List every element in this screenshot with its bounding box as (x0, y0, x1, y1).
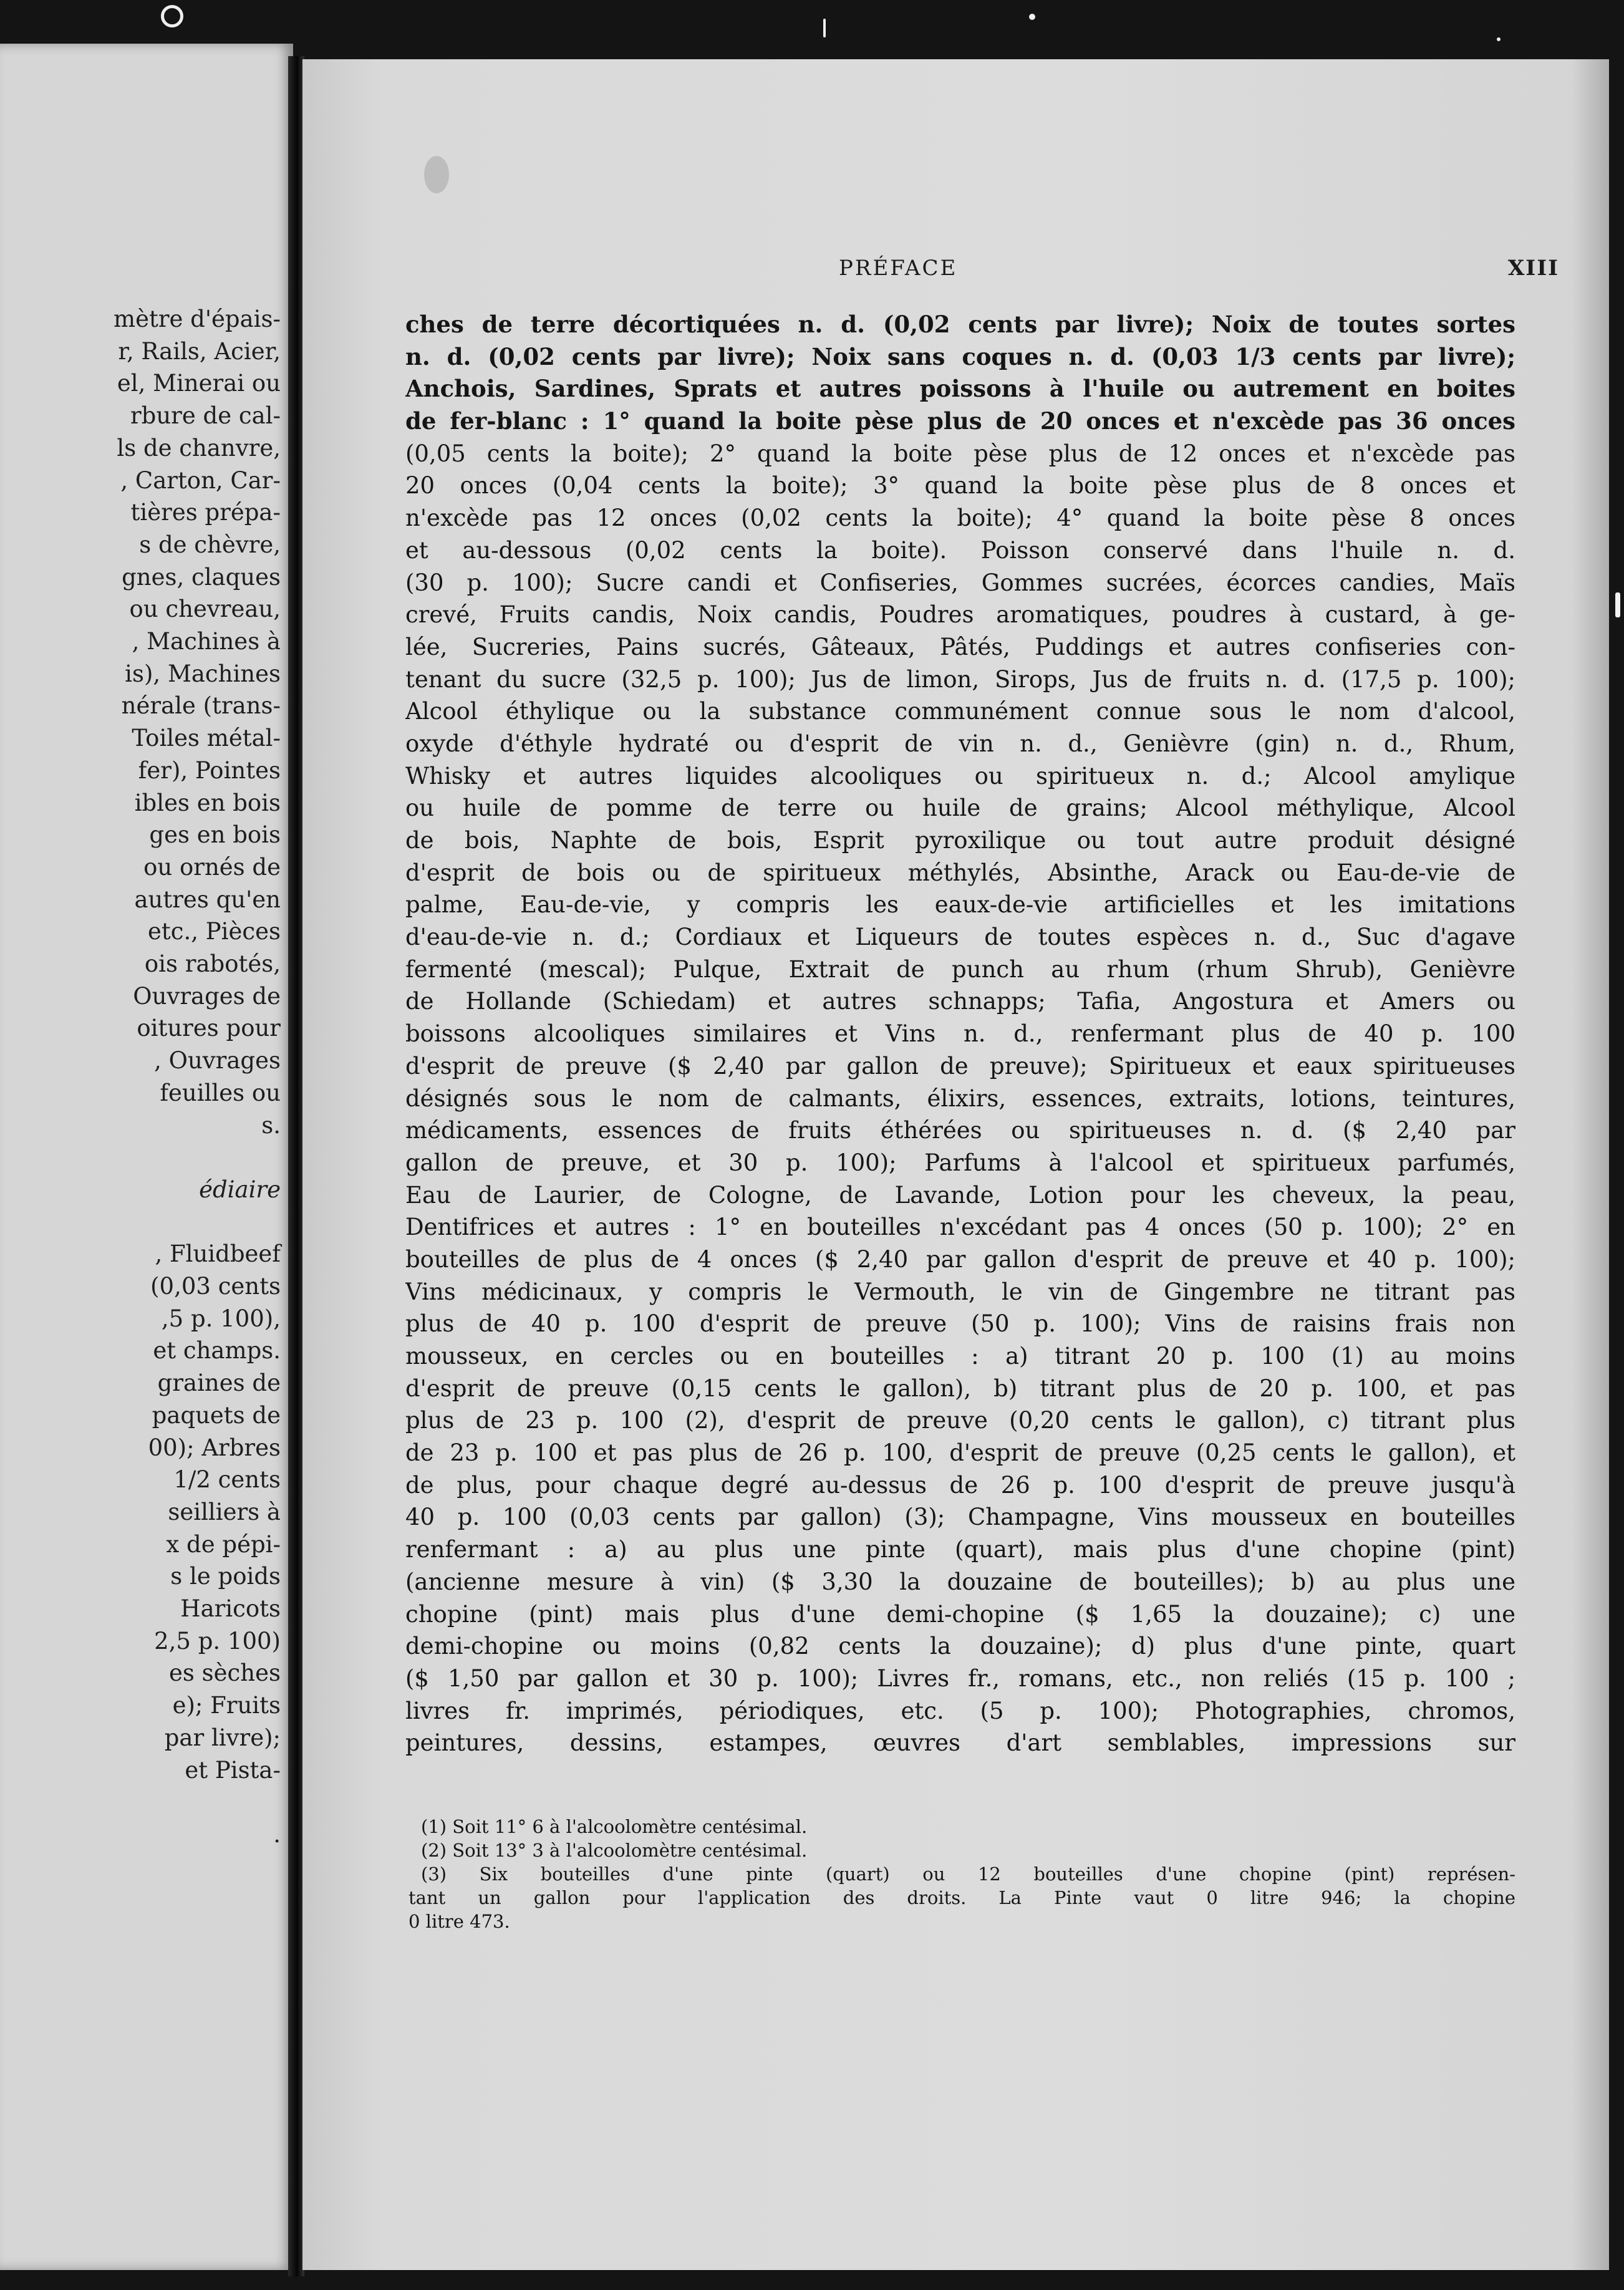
left-page-line-text: , Ouvrages (154, 1047, 281, 1075)
left-page-line (0, 660, 293, 687)
body-line: Anchois, Sardines, Sprats et autres poissons à l'huile ou autrement en boites (405, 375, 1515, 403)
left-page-line (0, 757, 293, 784)
body-line: tenant du sucre (32,5 p. 100); Jus de limon, Sirops, Jus de fruits n. d. (17,5 p. 100); (405, 665, 1515, 693)
footnotes (408, 1815, 1515, 1933)
left-page-line-text: s de chèvre, (139, 531, 281, 558)
body-line: renfermant : a) au plus une pinte (quart), mais plus d'une chopine (pint) (405, 1536, 1515, 1563)
scan-speck (1497, 37, 1501, 41)
header-title: PRÉFACE (839, 256, 958, 281)
left-page-line (0, 1305, 293, 1332)
body-line: n. d. (0,02 cents par livre); Noix sans coques n. d. (0,03 1/3 cents par livre); (405, 342, 1515, 370)
body-line: de bois, Naphte de bois, Esprit pyroxilique ou tout autre produit désigné (405, 827, 1515, 854)
left-page-line-text: rbure de cal- (130, 402, 281, 430)
left-page-line-text: graines de (157, 1370, 281, 1397)
left-page-line (0, 918, 293, 945)
left-page-line-text: mètre d'épais- (113, 306, 281, 332)
body-line: et au-dessous (0,02 cents la boite). Poisson conservé dans l'huile n. d. (405, 536, 1515, 564)
body-line: n'excède pas 12 onces (0,02 cents la boite); 4° quand la boite pèse 8 onces (405, 505, 1515, 532)
left-page-line-text: el, Minerai ou (117, 370, 281, 397)
body-line: Whisky et autres liquides alcooliques ou spiritueux n. d.; Alcool amylique (405, 762, 1515, 790)
left-page-line-text: r, Rails, Acier, (118, 337, 281, 365)
body-line: boissons alcooliques similaires et Vins n. d., renfermant plus de 40 p. 100 (405, 1020, 1515, 1048)
body-line: de 23 p. 100 et pas plus de 26 p. 100, d'esprit de preuve (0,25 cents le gallon), et (405, 1439, 1515, 1467)
body-line: 20 onces (0,04 cents la boite); 3° quand la boite pèse plus de 8 onces et (405, 472, 1515, 500)
body-line: d'esprit de bois ou de spiritueux méthylés, Absinthe, Arack ou Eau-de-vie de (405, 859, 1515, 886)
left-page-line-text: 2,5 p. 100) (154, 1627, 281, 1655)
left-page-line-text: is), Machines (125, 660, 281, 687)
body-line: 40 p. 100 (0,03 cents par gallon) (3); Champagne, Vins mousseux en bouteilles (405, 1504, 1515, 1531)
page-number: XIII (1507, 256, 1559, 281)
left-page-line (0, 1273, 293, 1300)
footnote-line: (3) Six bouteilles d'une pinte (quart) ou 12 bouteilles d'une chopine (pint) représen- (421, 1863, 1515, 1885)
left-page-line (0, 628, 293, 655)
left-page-line-text: tières prépa- (130, 499, 281, 526)
left-page-line-text: s. (261, 1111, 281, 1139)
body-line: livres fr. imprimés, périodiques, etc. (5 p. 100); Photographies, chromos, (405, 1697, 1515, 1724)
left-page-line (0, 1466, 293, 1493)
left-page-line-text: ,5 p. 100), (161, 1305, 281, 1332)
left-page-line-text: ibles en bois (134, 789, 281, 816)
left-page-line (0, 596, 293, 622)
left-page-line (0, 950, 293, 977)
page-fold-shadow (1572, 59, 1609, 2270)
left-page-line (0, 1724, 293, 1751)
left-page-line (0, 886, 293, 913)
left-page-line-text: et Pista- (185, 1756, 281, 1784)
left-page-line (0, 1240, 293, 1267)
left-page-line-text: 1/2 cents (173, 1466, 281, 1494)
left-page-line-text: . (273, 1820, 281, 1848)
body-line: de fer-blanc : 1° quand la boite pèse plus de 20 onces et n'excède pas 36 onces (405, 407, 1515, 435)
body-line: plus de 23 p. 100 (2), d'esprit de preuve (0,20 cents le gallon), c) titrant plus (405, 1407, 1515, 1434)
scan-speck (424, 156, 449, 193)
left-page-line-text: par livre); (164, 1724, 281, 1751)
left-page (0, 44, 293, 2270)
left-page-line-text: etc., Pièces (147, 918, 281, 945)
left-page-line (0, 725, 293, 751)
body-line: ches de terre décortiquées n. d. (0,02 cents par livre); Noix de toutes sortes (405, 311, 1515, 338)
left-page-line-text: ou chevreau, (129, 596, 281, 623)
scan-speck (161, 5, 183, 27)
left-page-line (0, 531, 293, 558)
left-page-line (0, 790, 293, 816)
footnote-line: tant un gallon pour l'application des droits. La Pinte vaut 0 litre 946; la chopine (408, 1887, 1515, 1908)
body-line: (0,05 cents la boite); 2° quand la boite pèse plus de 12 onces et n'excède pas (405, 440, 1515, 467)
body-line: médicaments, essences de fruits éthérées ou spiritueuses n. d. ($ 2,40 par (405, 1117, 1515, 1144)
left-page-line (0, 1531, 293, 1558)
body-line: ou huile de pomme de terre ou huile de grains; Alcool méthylique, Alcool (405, 795, 1515, 822)
running-header (302, 256, 1609, 293)
left-page-line-text: gnes, claques (122, 563, 281, 591)
left-page-line (0, 1692, 293, 1719)
scan-speck (1615, 592, 1620, 617)
body-line: (ancienne mesure à vin) ($ 3,30 la douzaine de bouteilles); b) au plus une (405, 1568, 1515, 1595)
left-page-line (0, 1563, 293, 1590)
body-line: peintures, dessins, estampes, œuvres d'art semblables, impressions sur (405, 1729, 1515, 1757)
left-page-line (0, 1402, 293, 1429)
left-page-line (0, 1821, 293, 1848)
left-page-line-text: 00); Arbres (148, 1434, 281, 1461)
body-line: Dentifrices et autres : 1° en bouteilles n'excédant pas 4 onces (50 p. 100); 2° en (405, 1214, 1515, 1241)
left-page-line-text: ois rabotés, (144, 950, 281, 977)
left-page-line-text: nérale (trans- (121, 692, 281, 720)
left-page-line-text: autres qu'en (134, 886, 281, 913)
body-line: oxyde d'éthyle hydraté ou d'esprit de vin n. d., Genièvre (gin) n. d., Rhum, (405, 730, 1515, 757)
body-line: Eau de Laurier, de Cologne, de Lavande, Lotion pour les cheveux, la peau, (405, 1181, 1515, 1209)
body-line: de plus, pour chaque degré au-dessus de 26 p. 100 d'esprit de preuve jusqu'à (405, 1471, 1515, 1499)
left-page-line (0, 854, 293, 881)
footnote-line: (1) Soit 11° 6 à l'alcoolomètre centésimal. (421, 1816, 808, 1837)
left-page-line-text: x de pépi- (166, 1530, 281, 1558)
body-line: lée, Sucreries, Pains sucrés, Gâteaux, Pâtés, Puddings et autres confiseries con- (405, 633, 1515, 660)
left-page-line (0, 370, 293, 397)
left-page-line-text: ls de chanvre, (117, 434, 281, 461)
footnote-line: (2) Soit 13° 3 à l'alcoolomètre centésimal. (421, 1840, 808, 1861)
left-page-line (0, 1628, 293, 1655)
left-page-line (0, 1370, 293, 1396)
left-page-line (0, 1015, 293, 1041)
body-line: Vins médicinaux, y compris le Vermouth, le vin de Gingembre ne titrant pas (405, 1278, 1515, 1305)
left-page-line-text: feuilles ou (160, 1079, 281, 1106)
left-page-line (0, 1434, 293, 1461)
body-line: crevé, Fruits candis, Noix candis, Poudres aromatiques, poudres à custard, à ge- (405, 601, 1515, 629)
body-line: fermenté (mescal); Pulque, Extrait de punch au rhum (rhum Shrub), Genièvre (405, 955, 1515, 983)
left-page-line-text: édiaire (199, 1176, 281, 1203)
left-page-line-text: ou ornés de (143, 853, 281, 881)
left-page-line (0, 499, 293, 526)
left-page-line (0, 564, 293, 591)
left-page-line (0, 1080, 293, 1106)
left-page-line-text: (0,03 cents (150, 1273, 281, 1300)
left-page-line (0, 1595, 293, 1622)
scan-speck (823, 19, 826, 37)
left-page-line-text: , Carton, Car- (120, 466, 281, 494)
left-page-line (0, 1660, 293, 1686)
body-line: ($ 1,50 par gallon et 30 p. 100); Livres fr., romans, etc., non reliés (15 p. 100 ; (405, 1664, 1515, 1692)
left-page-line (0, 1047, 293, 1074)
scan-speck (1029, 14, 1035, 20)
left-page-line (0, 467, 293, 494)
footnote-line: 0 litre 473. (408, 1911, 510, 1932)
body-line: d'esprit de preuve (0,15 cents le gallon), b) titrant plus de 20 p. 100, et pas (405, 1374, 1515, 1402)
body-line: chopine (pint) mais plus d'une demi-chopine ($ 1,65 la douzaine); c) une (405, 1600, 1515, 1628)
body-line: (30 p. 100); Sucre candi et Confiseries, Gommes sucrées, écorces candies, Maïs (405, 569, 1515, 596)
left-page-line (0, 1176, 293, 1203)
body-line: mousseux, en cercles ou en bouteilles : a) titrant 20 p. 100 (1) au moins (405, 1343, 1515, 1370)
left-page-line (0, 692, 293, 719)
left-page-line-text: seilliers à (168, 1498, 281, 1525)
right-page (302, 59, 1609, 2270)
left-page-line (0, 821, 293, 848)
left-page-line-text: e); Fruits (172, 1692, 281, 1719)
left-page-line-text: oitures pour (137, 1015, 281, 1042)
left-page-line-text: Toiles métal- (132, 725, 281, 752)
left-page-line (0, 435, 293, 461)
left-page-line-text: paquets de (152, 1401, 281, 1429)
left-page-line-text: , Fluidbeef (155, 1240, 281, 1268)
left-page-line-text: Ouvrages de (133, 982, 281, 1010)
body-line: d'eau-de-vie n. d.; Cordiaux et Liqueurs de toutes espèces n. d., Suc d'agave (405, 924, 1515, 951)
body-line: gallon de preuve, et 30 p. 100); Parfums à l'alcool et spiritueux parfumés, (405, 1149, 1515, 1176)
left-page-line-text: et champs. (153, 1337, 281, 1365)
body-line: désignés sous le nom de calmants, élixirs, essences, extraits, lotions, teintures, (405, 1085, 1515, 1112)
left-page-line (0, 1337, 293, 1364)
left-page-line (0, 306, 293, 332)
body-line: plus de 40 p. 100 d'esprit de preuve (50 p. 100); Vins de raisins frais non (405, 1310, 1515, 1338)
left-page-line-text: es sèches (169, 1660, 281, 1687)
body-text (405, 309, 1515, 1759)
body-line: d'esprit de preuve ($ 2,40 par gallon de preuve); Spiritueux et eaux spiritueuses (405, 1052, 1515, 1080)
body-line: palme, Eau-de-vie, y compris les eaux-de-vie artificielles et les imitations (405, 891, 1515, 919)
body-line: Alcool éthylique ou la substance communément connue sous le nom d'alcool, (405, 698, 1515, 725)
body-line: de Hollande (Schiedam) et autres schnapps; Tafia, Angostura et Amers ou (405, 988, 1515, 1015)
left-page-line-text: s le poids (170, 1563, 281, 1590)
left-page-line-text: ges en bois (149, 821, 281, 849)
left-page-line (0, 1112, 293, 1139)
left-page-line-text: fer), Pointes (138, 756, 281, 784)
left-page-line (0, 1499, 293, 1525)
left-page-line (0, 338, 293, 365)
left-page-line-text: Haricots (180, 1595, 281, 1622)
body-line: bouteilles de plus de 4 onces ($ 2,40 par gallon d'esprit de preuve et 40 p. 100); (405, 1245, 1515, 1273)
left-page-line-text: , Machines à (132, 628, 281, 655)
left-page-line (0, 402, 293, 429)
left-page-line (0, 983, 293, 1010)
body-line: demi-chopine ou moins (0,82 cents la douzaine); d) plus d'une pinte, quart (405, 1633, 1515, 1660)
left-page-line (0, 1757, 293, 1784)
